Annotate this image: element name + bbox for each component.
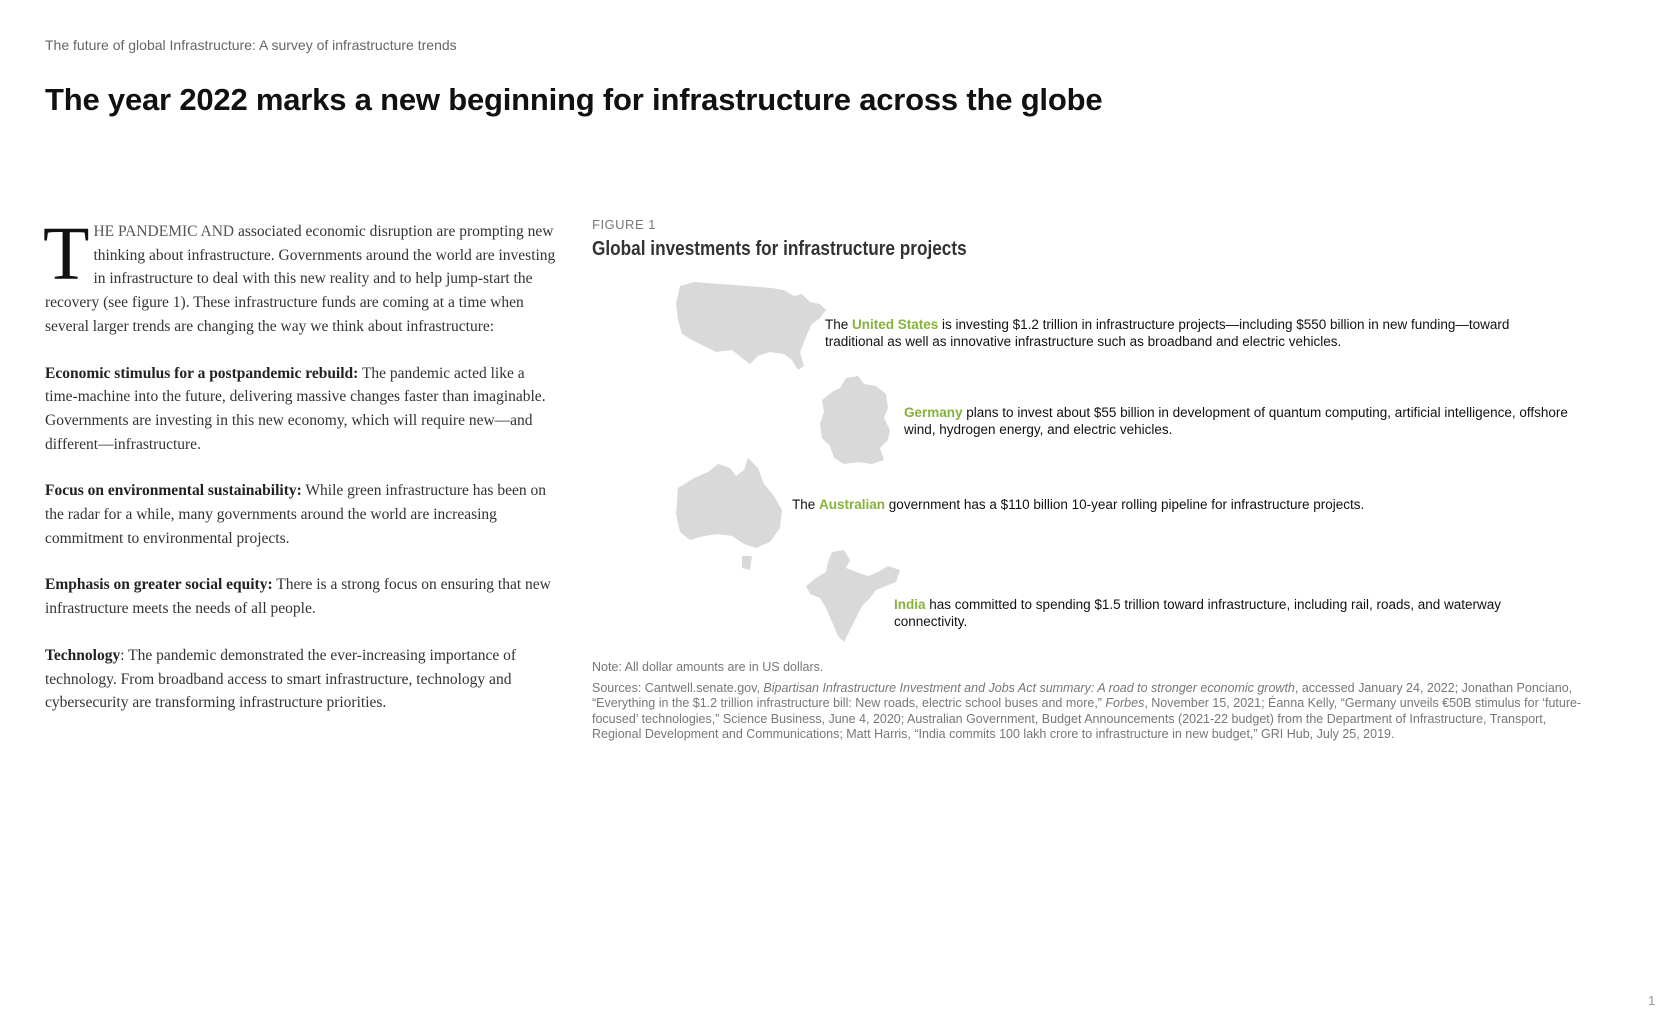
intro-paragraph (43, 212, 560, 339)
country-name: India (894, 597, 926, 612)
germany-map-icon (818, 376, 894, 466)
country-name: Australian (819, 497, 886, 512)
australia-map-icon (674, 456, 786, 576)
india-map-icon (804, 550, 902, 644)
figure-label: FIGURE 1 (592, 217, 656, 232)
trend-title: Emphasis on greater social equity: (45, 576, 273, 594)
country-name: Germany (904, 405, 963, 420)
figure-entry-united-states (825, 317, 1525, 350)
trend-title: Technology (45, 646, 121, 664)
source-title-italic: Bipartisan Infrastructure Investment and Jobs Act summary: A road to stronger economic growth (763, 681, 1295, 695)
entry-text: government has a $110 billion 10-year rolling pipeline for infrastructure projects. (885, 497, 1365, 512)
intro-column (43, 212, 560, 738)
source-text: Sources: Cantwell.senate.gov, (592, 681, 764, 695)
country-name: United States (852, 317, 939, 332)
entry-text: is investing $1.2 trillion in infrastructure projects—including $550 billion in new funding—toward traditional as well as innovative infrastructure such as broadband and electric vehicles. (825, 317, 1510, 349)
trend-paragraph-technology (45, 644, 560, 715)
entry-prefix: The (825, 317, 853, 332)
source-text: , November 15, 2021; Éanna Kelly, “Germany unveils €50B stimulus for ‘future-focused’ technologies,” Science Business, June 4, 2020; Australian Government, Budget Announcements (2021-22 budget) from the Department of Infrastructure, Transport, Regional Development and Communications; Matt Harris, “India commits 100 lakh crore to infrastructure in new budget,” GRI Hub, July 25, 2019. (592, 696, 1582, 741)
figure-entry-india (894, 597, 1504, 630)
page-title: The year 2022 marks a new beginning for infrastructure across the globe (45, 82, 1103, 117)
drop-cap: T (43, 212, 90, 296)
usa-map-icon (674, 280, 828, 372)
trend-paragraph-economic (45, 362, 560, 457)
trend-title: Focus on environmental sustainability: (45, 482, 302, 500)
figure-entry-germany (904, 405, 1574, 438)
trend-title: Economic stimulus for a postpandemic rebuild: (45, 364, 359, 382)
page-number: 1 (1648, 993, 1656, 1008)
report-kicker: The future of global Infrastructure: A survey of infrastructure trends (45, 37, 457, 53)
trend-text: : The pandemic demonstrated the ever-increasing importance of technology. From broadband access to smart infrastructure, technology and cybersecurity are transforming infrastructure priorities. (45, 646, 517, 712)
figure-title: Global investments for infrastructure projects (592, 238, 967, 260)
trend-text: There is a strong focus on ensuring that new infrastructure meets the needs of all people. (45, 576, 551, 618)
trend-text: While green infrastructure has been on the radar for a while, many governments around the world are increasing commitment to environmental projects. (45, 482, 546, 547)
intro-lead-in: HE PANDEMIC AND (93, 223, 235, 240)
entry-prefix: The (792, 497, 820, 512)
source-title-italic: Forbes (1105, 696, 1145, 711)
source-text: , accessed January 24, 2022; Jonathan Ponciano, “Everything in the $1.2 trillion infrastructure bill: New roads, electric school buses and more,” (592, 681, 1573, 711)
trend-text: The pandemic acted like a time-machine into the future, delivering massive changes faster than imaginable. Governments are investing in this new economy, which will require new—and different—infrastructure. (45, 364, 546, 453)
figure-note: Note: All dollar amounts are in US dollars. (592, 660, 824, 674)
figure-entry-australia (792, 497, 1492, 514)
trend-paragraph-environment (45, 479, 560, 550)
entry-text: has committed to spending $1.5 trillion toward infrastructure, including rail, roads, and waterway connectivity. (894, 597, 1502, 629)
trend-paragraph-equity (45, 573, 560, 620)
figure-sources (592, 681, 1598, 742)
intro-text: associated economic disruption are prompting new thinking about infrastructure. Governments around the world are investing in infrastructure to deal with this new reality and to help jump-start the recovery (see figure 1). These infrastructure funds are coming at a time when several larger trends are changing the way we think about infrastructure: (45, 223, 556, 335)
entry-text: plans to invest about $55 billion in development of quantum computing, artificial intelligence, offshore wind, hydrogen energy, and electric vehicles. (904, 405, 1568, 437)
